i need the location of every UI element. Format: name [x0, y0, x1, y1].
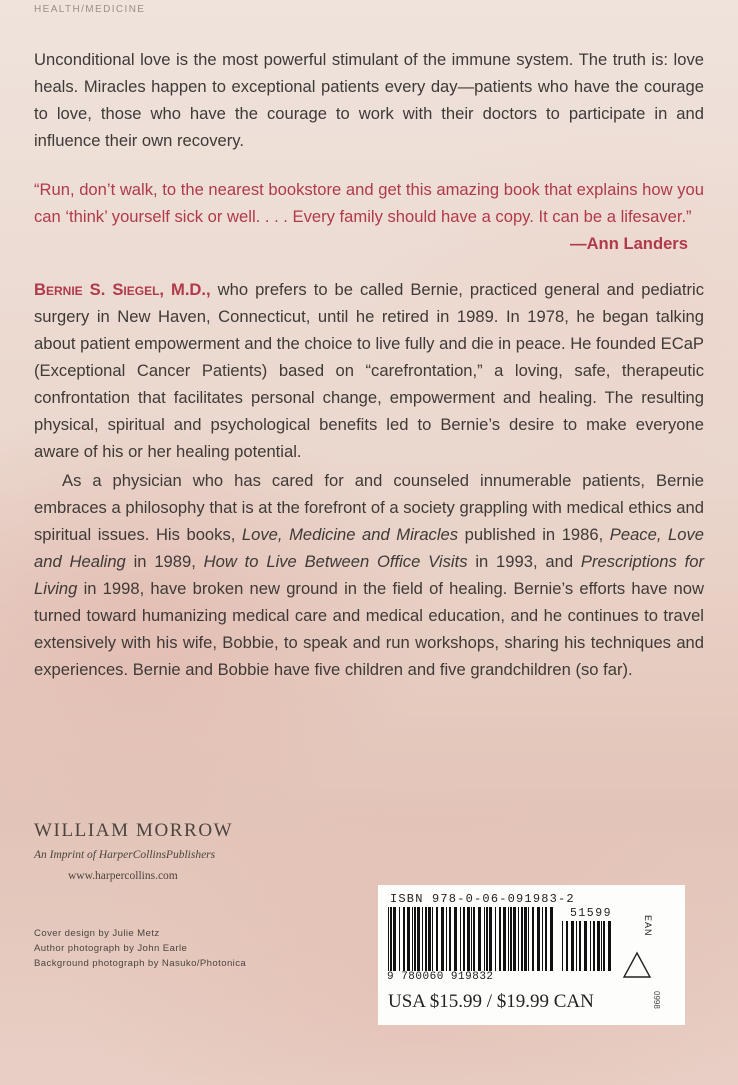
barcode-bar [608, 921, 611, 971]
addon-digits: 51599 [570, 907, 613, 920]
publisher-imprint: An Imprint of HarperCollinsPublishers [34, 849, 216, 861]
bio-p2-text-a: As a physician who has cared for and counseled innumerable patients, Bernie embraces a philosophy that is at the forefront of a society grappling with medical ethics and spiritual issues. His books, [34, 471, 704, 544]
barcode-bar [489, 907, 492, 971]
book-title-1: Love, Medicine and Miracles [241, 525, 459, 544]
publisher-url: www.harpercollins.com [68, 870, 178, 882]
price-text: USA $15.99 / $19.99 CAN [388, 991, 594, 1012]
ean-barcode [388, 907, 558, 973]
bio-p2-text-e: in 1998, have broken new ground in the field of healing. Bernie’s efforts have now turned toward humanizing medical care and medical education, and he continues to travel extensively with his wife, Bobbie, to speak and run workshops, sharing his techniques and experiences. Bernie and Bobbie have five children and five grandchildren (so far). [34, 579, 704, 679]
barcode-bar [484, 907, 485, 971]
barcode-bar [562, 921, 563, 971]
barcode-bar [390, 907, 392, 971]
isbn-text: ISBN 978-0-06-091983-2 [390, 892, 575, 906]
barcode-bar [579, 921, 581, 971]
barcode-bar [601, 921, 602, 971]
addon-barcode [562, 921, 618, 973]
bio-p2-text-d: in 1993, and [467, 552, 581, 571]
barcode-bar [388, 907, 389, 971]
category-label: HEALTH/MEDICINE [34, 4, 146, 15]
book-title-2: Peace, Love and Healing [34, 525, 704, 571]
barcode-bar [510, 907, 512, 971]
barcode-bar [422, 907, 423, 971]
barcode-bar [545, 907, 547, 971]
barcode-bar [576, 921, 577, 971]
barcode-bar [513, 907, 516, 971]
credit-cover-design: Cover design by Julie Metz [34, 928, 160, 939]
bio-paragraph-1 [34, 276, 704, 465]
barcode-bar [432, 907, 433, 971]
intro-paragraph: Unconditional love is the most powerful stimulant of the immune system. The truth is: love heals. Miracles happen to exceptional patients every day—patients who have the courage to love, those who have the courage to work with their doctors to participate in and influence their own recovery. [34, 50, 704, 150]
barcode-bar [478, 907, 481, 971]
barcode-bar [446, 907, 447, 971]
barcode-bar [571, 921, 574, 971]
barcode-bar [532, 907, 534, 971]
barcode-bar [603, 921, 605, 971]
barcode-bar [499, 907, 501, 971]
quote-attribution: —Ann Landers [569, 234, 688, 253]
barcode-bar [407, 907, 410, 971]
barcode-bar [393, 907, 396, 971]
barcode-bar [417, 907, 420, 971]
ean-digits: 9 780060 919832 [387, 971, 494, 983]
barcode-bar [590, 921, 591, 971]
barcode-bar [454, 907, 457, 971]
review-quote: “Run, don’t walk, to the nearest bookstore and get this amazing book that explains how you can ‘think’ yourself sick or well. . . . Every family should have a copy. It can be a lifesaver.” [34, 180, 704, 226]
barcode-bar [467, 907, 470, 971]
author-name: Bernie S. Siegel, M.D., [34, 280, 211, 299]
barcode-bar [428, 907, 431, 971]
book-title-4: Prescriptions for Living [34, 552, 704, 598]
triangle-icon [622, 951, 652, 979]
barcode-bar [584, 921, 587, 971]
barcode-bar [537, 907, 540, 971]
barcode-bar [508, 907, 509, 971]
bio-p1-text: who prefers to be called Bernie, practiced general and pediatric surgery in New Haven, Connecticut, until he retired in 1989. In 1978, he began talking about patient empowerment and the choice to live fully and die in peace. He founded ECaP (Exceptional Cancer Patients) based on “carefrontation,” a loving, safe, therapeutic confrontation that facilitates personal change, empowerment and healing. The resulting physical, spiritual and psychological benefits led to Bernie’s desire to make everyone aware of his or her healing potential. [34, 280, 704, 461]
barcode-bar [518, 907, 519, 971]
barcode-bar [425, 907, 427, 971]
barcode-bar [414, 907, 416, 971]
barcode-bar [550, 907, 553, 971]
barcode-bar [566, 921, 568, 971]
barcode-bar [503, 907, 506, 971]
ean-label: EAN [643, 915, 653, 937]
barcode-bar [436, 907, 438, 971]
author-bio [34, 276, 704, 683]
credit-background-photo: Background photograph by Nasuko/Photonica [34, 958, 247, 969]
barcode-bar [486, 907, 488, 971]
barcode-bar [412, 907, 413, 971]
barcode-bar [597, 921, 600, 971]
barcode-bar [449, 907, 451, 971]
barcode-bar [441, 907, 444, 971]
barcode-bar [524, 907, 527, 971]
bio-paragraph-2 [34, 467, 704, 683]
barcode-bar [528, 907, 529, 971]
barcode-bar [473, 907, 475, 971]
barcode-bar [399, 907, 400, 971]
barcode-bar [471, 907, 472, 971]
barcode-bar [521, 907, 523, 971]
barcode-panel [378, 885, 685, 1025]
barcode-bar [495, 907, 496, 971]
bio-p2-text-c: in 1989, [125, 552, 204, 571]
barcode-bar [542, 907, 543, 971]
barcode-bar [460, 907, 461, 971]
bio-p2-text-b: published in 1986, [458, 525, 610, 544]
publisher-name: WILLIAM MORROW [34, 820, 234, 841]
side-code: 0998 [652, 991, 661, 1009]
photo-credits [34, 926, 246, 971]
barcode-bar [463, 907, 465, 971]
barcode-bar [593, 921, 595, 971]
barcode-bar [403, 907, 405, 971]
book-title-3: How to Live Between Office Visits [203, 552, 468, 571]
credit-author-photo: Author photograph by John Earle [34, 943, 188, 954]
